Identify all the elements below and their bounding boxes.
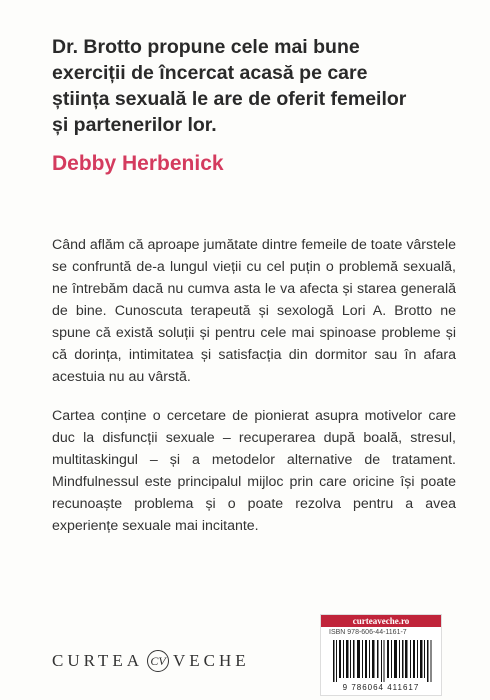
- blurb-paragraph-2: Cartea conține o cercetare de pionierat asupra motivelor care duc la disfuncții sexuale – recuperarea după boală, stresul, multitaskingul – și a metodelor alternative de tratament. Mindfulnessul este principalul mijloc prin care oricine își poate recunoaște problema și o poate rezolva pentru a avea experiențe sexuale mai incitante.: [52, 408, 456, 534]
- publisher-logo: [52, 650, 250, 672]
- publisher-website: curteaveche.ro: [321, 615, 441, 627]
- blurb-paragraph-1: Când aflăm că aproape jumătate dintre femeile de toate vârstele se confruntă de-a lungul vieții cu cel puțin o problemă sexuală, ne întrebăm dacă nu cumva asta le va afecta și starea generală de bine. Cunoscuta terapeută și sexologă Lori A. Brotto ne spune că există soluții și pentru cele mai spinoase probleme și că dorința, intimitatea și satisfacția din dormitor sau în afara acestuia nu au vârstă.: [52, 237, 456, 385]
- publisher-name-left: CURTEA: [52, 651, 143, 670]
- quote-line: și partenerilor lor.: [52, 114, 217, 136]
- quote-line: Dr. Brotto propune cele mai bune: [52, 36, 360, 58]
- quote-line: știința sexuală le are de oferit femeilor: [52, 88, 407, 110]
- barcode-digits: 9 786064 411617: [342, 683, 420, 692]
- publisher-mark-icon: CV: [147, 650, 169, 672]
- quote-author: Debby Herbenick: [52, 152, 224, 175]
- isbn-label: ISBN 978-606-44-1161-7: [329, 629, 407, 636]
- barcode-panel: [320, 614, 442, 696]
- publisher-name-right: VECHE: [172, 651, 250, 670]
- quote-line: exerciții de încercat acasă pe care: [52, 62, 368, 84]
- back-cover-quote: [52, 34, 472, 138]
- barcode-icon: [333, 640, 433, 682]
